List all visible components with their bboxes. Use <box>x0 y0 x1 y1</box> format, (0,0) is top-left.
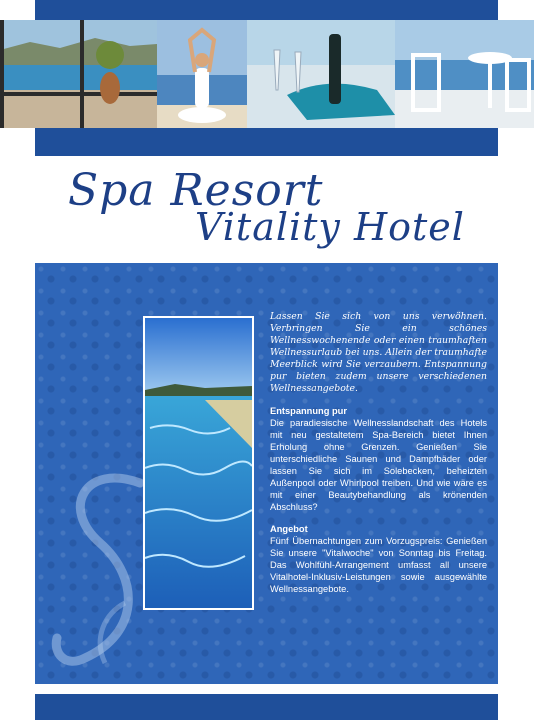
section-heading-relaxation: Entspannung pur <box>270 406 347 416</box>
yoga-woman-photo <box>157 20 247 128</box>
seaside-table-chairs-photo <box>395 20 534 128</box>
title-line-1: Spa Resort <box>68 165 324 216</box>
section-heading-offer: Angebot <box>270 524 308 534</box>
coastal-terrace-photo <box>0 20 157 128</box>
wine-bottle-glasses-photo <box>247 20 395 128</box>
content-panel <box>35 263 498 684</box>
swimming-pool-photo <box>143 316 254 610</box>
top-blue-band <box>35 0 498 20</box>
section-body-offer: Fünf Übernachtungen zum Vorzugspreis: Genießen Sie unsere "Vitalwoche" von Sonntag bis Freitag. Das Wohlfühl-Arrangement umfasst all unsere Vitalhotel-Inklusiv-Leistungen sowie ausgewählte Wellnessangebote. <box>270 536 487 594</box>
text-column <box>270 311 487 605</box>
title-line-2: Vitality Hotel <box>195 205 465 249</box>
middle-blue-band <box>35 128 498 156</box>
intro-text: Lassen Sie sich von uns verwöhnen. Verbringen Sie ein schönes Wellnesswochenende oder einen traumhaften Wellnessurlaub bei uns. Allein der traumhafte Meerblick wird Sie verzaubern. Entspannung pur bieten zudem unsere verschiedenen Wellnessangebote. <box>270 311 487 394</box>
bottom-blue-band <box>35 694 498 720</box>
photo-strip <box>0 20 534 128</box>
section-body-relaxation: Die paradiesische Wellnesslandschaft des Hotels mit neu gestaltetem Spa-Bereich bietet Ihnen Erholung ohne Grenzen. Genießen Sie unterschiedliche Saunen und Dampfbäder oder lassen Sie sich im Solebecken, beheizten Außenpool oder Whirlpool treiben. Und wie wäre es mit einer Beautybehandlung als krönenden Abschluss? <box>270 418 487 512</box>
